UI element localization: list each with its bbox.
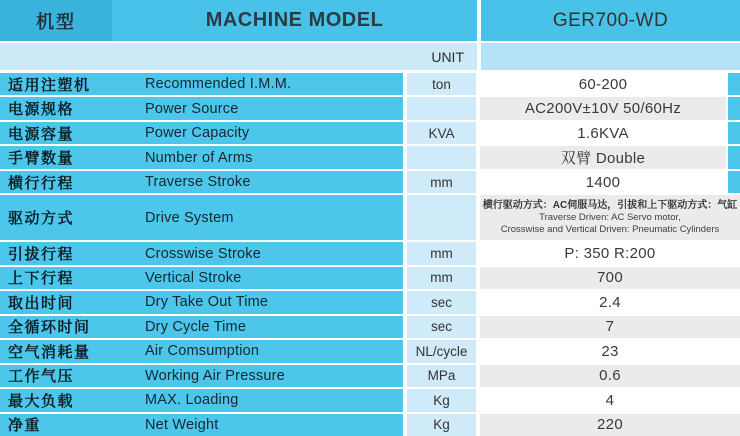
row-label-zone [0, 242, 403, 264]
row-label-zone [0, 340, 403, 362]
row-label-zone [0, 291, 403, 313]
row-label-zone [0, 316, 403, 338]
row-value: 220 [480, 414, 740, 436]
row-label-zone [0, 195, 403, 240]
table-row [0, 97, 740, 119]
row-unit: MPa [407, 365, 476, 387]
row-value: 1400 [480, 171, 726, 193]
row-label-en: MAX. Loading [145, 392, 239, 409]
row-label-en: Drive System [145, 209, 234, 226]
table-header [0, 0, 740, 41]
row-label-en: Working Air Pressure [145, 367, 285, 384]
row-label-cn: 驱动方式 [8, 210, 75, 228]
row-label-en: Crosswise Stroke [145, 245, 262, 262]
row-value: 双臂 Double [480, 146, 726, 168]
row-unit: sec [407, 291, 476, 313]
row-label-cn: 全循环时间 [8, 319, 91, 337]
unit-band-filler [481, 43, 740, 70]
row-label-en: Recommended I.M.M. [145, 76, 292, 93]
row-unit [407, 195, 476, 240]
table-row [0, 414, 740, 436]
machine-model-en-title: MACHINE MODEL [205, 9, 384, 31]
row-label-cn: 横行行程 [8, 174, 75, 192]
row-label-en: Traverse Stroke [145, 174, 251, 191]
row-edge-accent [728, 97, 740, 119]
table-row [0, 171, 740, 193]
row-label-zone [0, 389, 403, 411]
row-label-cn: 空气消耗量 [8, 343, 91, 361]
row-unit: sec [407, 316, 476, 338]
row-unit [407, 146, 476, 168]
table-row [0, 389, 740, 411]
row-unit: NL/cycle [407, 340, 476, 362]
model-name: GER700-WD [481, 0, 740, 41]
row-edge-accent [728, 122, 740, 144]
row-value: 2.4 [480, 291, 740, 313]
row-value [480, 195, 740, 240]
row-label-en: Vertical Stroke [145, 269, 242, 286]
table-row [0, 365, 740, 387]
row-label-zone [0, 122, 403, 144]
unit-header-band [0, 43, 740, 70]
row-unit: mm [407, 267, 476, 289]
row-unit: Kg [407, 414, 476, 436]
row-value: 60-200 [480, 73, 726, 95]
table-row [0, 122, 740, 144]
row-label-en: Power Capacity [145, 125, 250, 142]
row-label-cn: 电源规格 [8, 101, 75, 119]
header-left-group [0, 0, 477, 41]
row-label-en: Dry Cycle Time [145, 318, 247, 335]
row-unit: ton [407, 73, 476, 95]
row-unit: Kg [407, 389, 476, 411]
row-label-en: Dry Take Out Time [145, 294, 269, 311]
drive-system-en-line: Crosswise and Vertical Driven: Pneumatic Cylinders [500, 224, 720, 236]
row-value: 7 [480, 316, 740, 338]
row-label-cn: 引拔行程 [8, 246, 75, 264]
row-label-zone [0, 171, 403, 193]
row-label-cn: 电源容量 [8, 125, 75, 143]
row-label-cn: 适用注塑机 [8, 76, 91, 94]
row-label-en: Number of Arms [145, 149, 253, 166]
row-unit: mm [407, 242, 476, 264]
drive-system-cn-line: 横行驱动方式：AC伺服马达，引拔和上下驱动方式：气缸 [482, 199, 738, 211]
row-edge-accent [728, 73, 740, 95]
row-label-cn: 净重 [8, 417, 42, 435]
row-label-cn: 工作气压 [8, 368, 75, 386]
row-value: 4 [480, 389, 740, 411]
row-unit: mm [407, 171, 476, 193]
table-row [0, 195, 740, 240]
row-value: P: 350 R:200 [480, 242, 740, 264]
row-edge-accent [728, 171, 740, 193]
table-row [0, 73, 740, 95]
spec-rows [0, 73, 740, 436]
drive-system-en-line: Traverse Driven: AC Servo motor, [539, 211, 681, 223]
table-row [0, 242, 740, 264]
machine-model-cn-title: 机型 [0, 0, 112, 41]
row-label-en: Net Weight [145, 416, 219, 433]
row-label-zone [0, 146, 403, 168]
row-label-zone [0, 97, 403, 119]
row-label-zone [0, 73, 403, 95]
row-label-en: Air Comsumption [145, 343, 260, 360]
table-row [0, 291, 740, 313]
row-label-zone [0, 267, 403, 289]
row-label-cn: 取出时间 [8, 294, 75, 312]
row-unit: KVA [407, 122, 476, 144]
table-row [0, 267, 740, 289]
row-value: AC200V±10V 50/60Hz [480, 97, 726, 119]
row-value: 23 [480, 340, 740, 362]
table-row [0, 340, 740, 362]
unit-column-header: UNIT [0, 43, 477, 70]
row-label-zone [0, 414, 403, 436]
row-edge-accent [728, 146, 740, 168]
table-row [0, 316, 740, 338]
row-label-cn: 手臂数量 [8, 150, 75, 168]
row-unit [407, 97, 476, 119]
row-value: 1.6KVA [480, 122, 726, 144]
row-label-zone [0, 365, 403, 387]
row-value: 700 [480, 267, 740, 289]
row-label-en: Power Source [145, 100, 239, 117]
row-value: 0.6 [480, 365, 740, 387]
row-label-cn: 上下行程 [8, 270, 75, 288]
table-row [0, 146, 740, 168]
row-label-cn: 最大负载 [8, 392, 75, 410]
